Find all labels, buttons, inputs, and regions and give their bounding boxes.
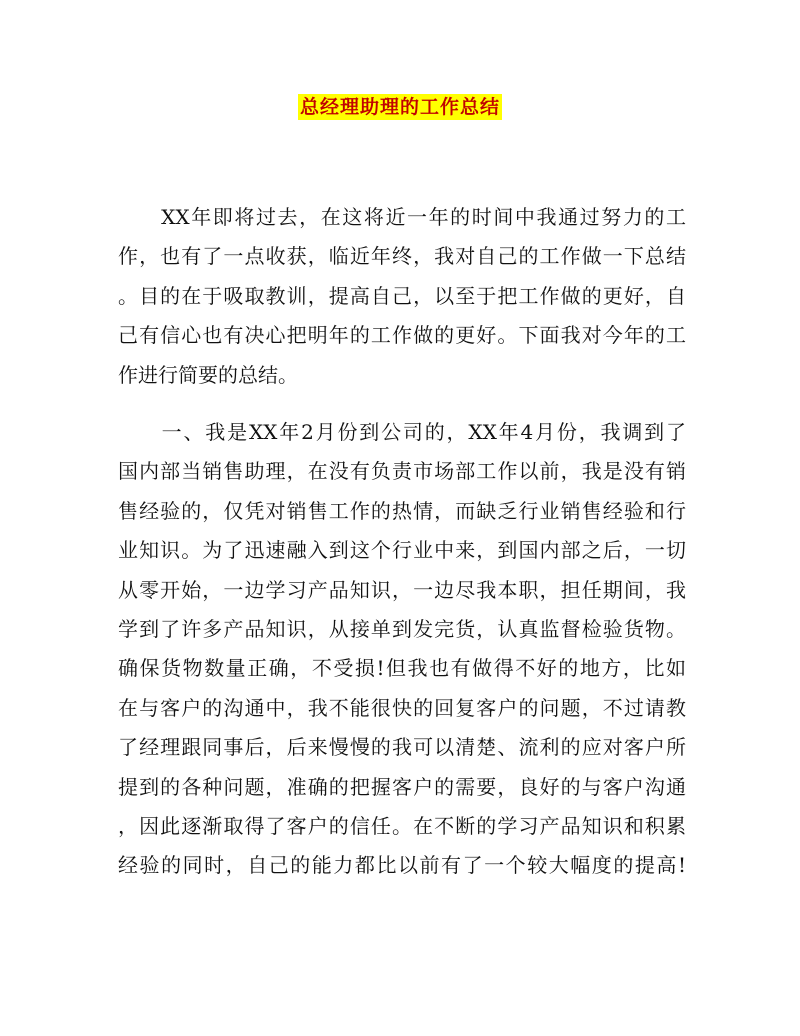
paragraph-line: 一、我是XX年2月份到公司的，XX年4月份，我调到了: [118, 420, 686, 444]
paragraph-line: 国内部当销售助理，在没有负责市场部工作以前，我是没有销: [118, 459, 686, 484]
paragraph-intro: [118, 198, 686, 395]
paragraph-line: 。目的在于吸取教训，提高自己，以至于把工作做的更好，自: [118, 283, 686, 308]
paragraph-line: 了经理跟同事后，后来慢慢的我可以清楚、流利的应对客户所: [118, 735, 686, 760]
paragraph-line: 经验的同时，自己的能力都比以前有了一个较大幅度的提高!: [118, 853, 686, 878]
paragraph-line: XX年即将过去，在这将近一年的时间中我通过努力的工: [118, 205, 686, 229]
paragraph-line: 售经验的，仅凭对销售工作的热情，而缺乏行业销售经验和行: [118, 498, 686, 523]
paragraph-line: 作进行简要的总结。: [118, 362, 298, 387]
paragraph-line: 提到的各种问题，准确的把握客户的需要，良好的与客户沟通: [118, 774, 686, 799]
paragraph-line: 作，也有了一点收获，临近年终，我对自己的工作做一下总结: [118, 244, 686, 269]
document-title: 总经理助理的工作总结: [299, 96, 500, 118]
paragraph-line: 确保货物数量正确，不受损!但我也有做得不好的地方，比如: [118, 656, 686, 681]
title-container: [0, 94, 800, 120]
paragraph-line: ，因此逐渐取得了客户的信任。在不断的学习产品知识和积累: [118, 813, 686, 838]
paragraph-section-one: [118, 413, 686, 886]
paragraph-line: 学到了许多产品知识，从接单到发完货，认真监督检验货物。: [118, 616, 686, 641]
paragraph-line: 己有信心也有决心把明年的工作做的更好。下面我对今年的工: [118, 323, 686, 348]
paragraph-line: 在与客户的沟通中，我不能很快的回复客户的问题，不过请教: [118, 695, 686, 720]
paragraph-line: 从零开始，一边学习产品知识，一边尽我本职，担任期间，我: [118, 577, 686, 602]
paragraph-line: 业知识。为了迅速融入到这个行业中来，到国内部之后，一切: [118, 538, 686, 563]
